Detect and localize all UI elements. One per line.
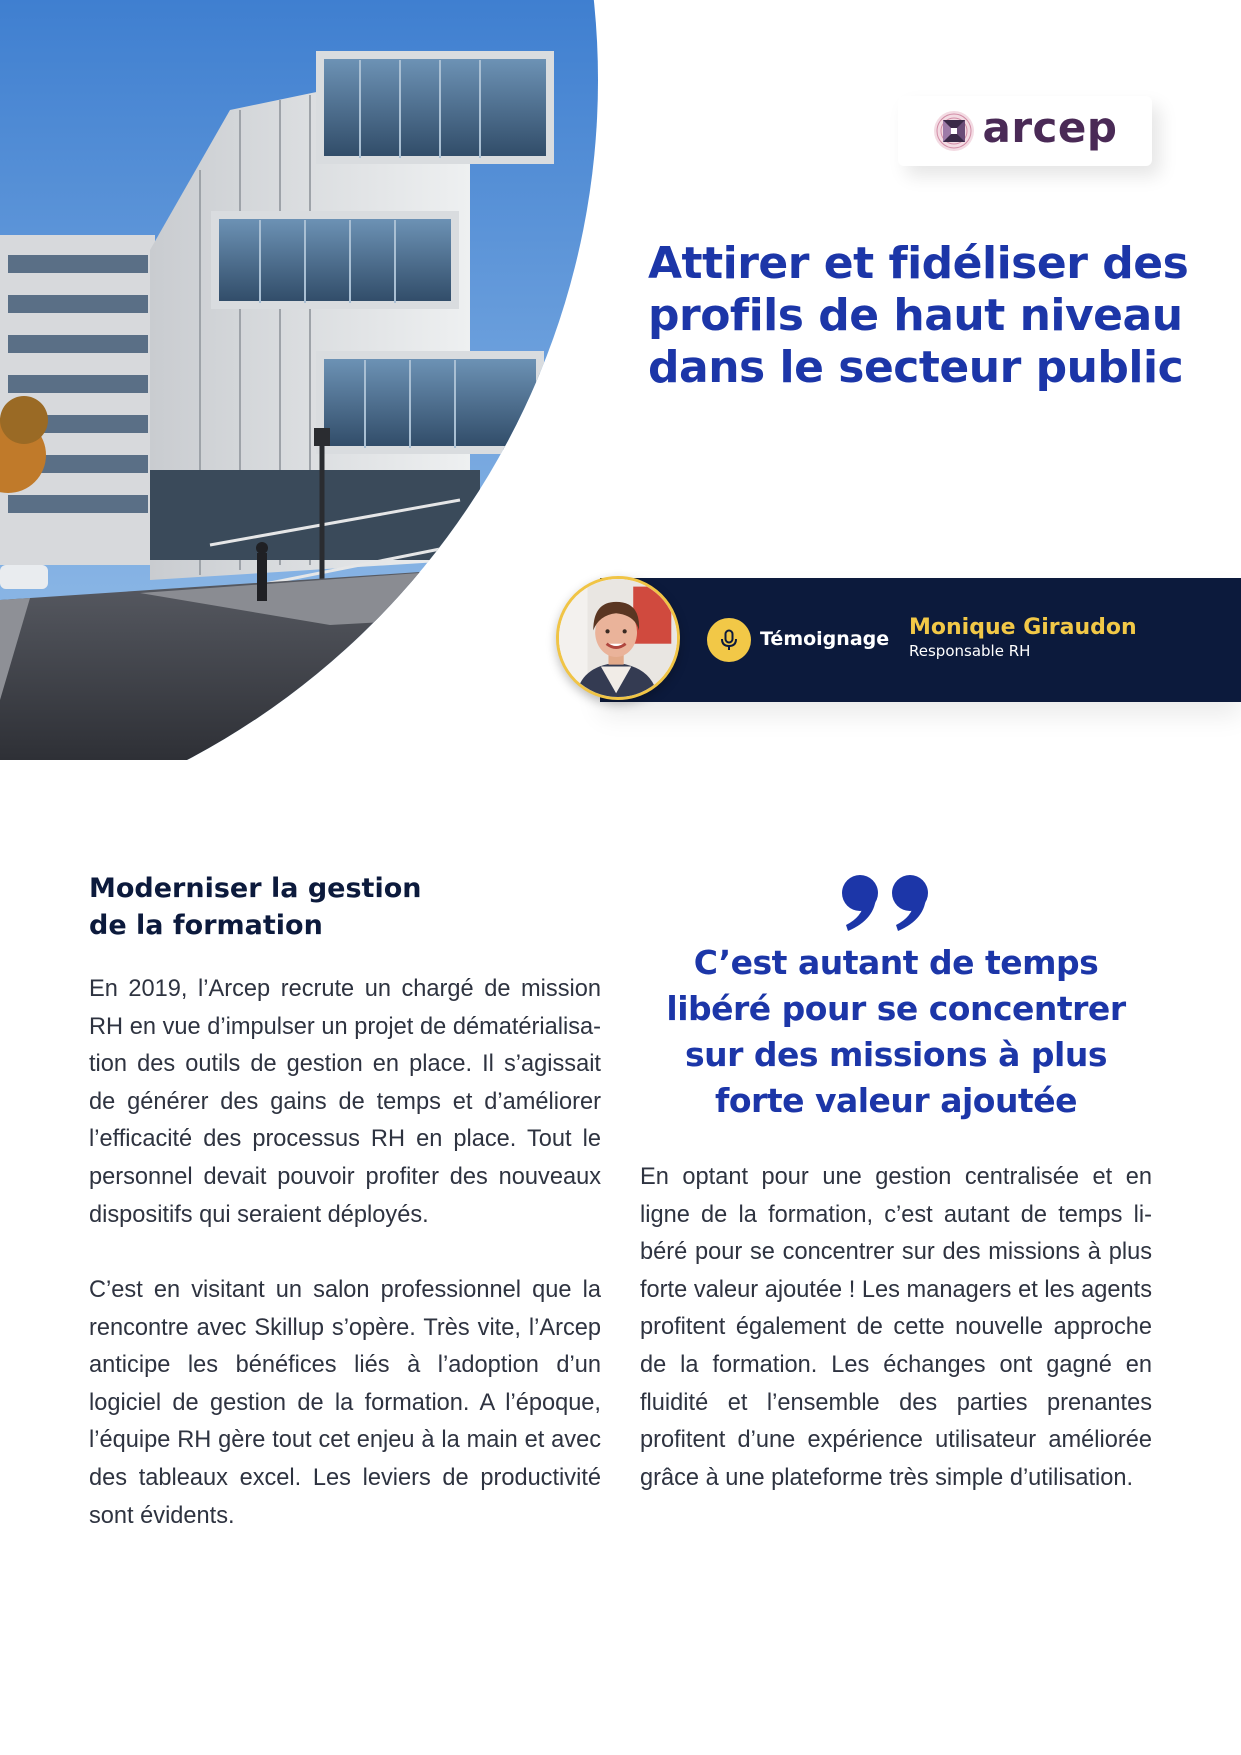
pull-quote: C’est autant de temps libéré pour se concentrer sur des missions à plus forte valeur ajoutée xyxy=(666,943,1126,1120)
building-photo xyxy=(0,0,600,760)
arcep-logo-icon xyxy=(932,109,976,153)
portrait-photo xyxy=(556,576,680,700)
section-heading-line1: Moderniser la gestion xyxy=(89,873,422,904)
person-name: Monique Giraudon xyxy=(909,615,1137,640)
right-paragraph: En optant pour une gestion centralisée et en ligne de la formation, c’est autant de temps libéré pour se concentrer sur des missions à plus forte valeur ajoutée ! Les managers et les agents profitent également de cette nouvelle approche de la formation. Les échanges ont gagné en fluidité et l’ensemble des parties prenantes profitent d’une expérience utilisateur améliorée grâce à une plateforme très simple d’utilisation. xyxy=(640,1164,1152,1491)
testimonial-label: Témoignage xyxy=(760,628,890,650)
left-paragraph-1: En 2019, l’Arcep recrute un chargé de mission RH en vue d’impulser un projet de dématérialisation des outils de gestion en place. Il s’agissait de générer des gains de temps et d’améliorer l’efficacité des processus RH en place. Tout le personnel devait pouvoir profiter des nouveaux dispositifs qui seraient déployés. xyxy=(89,976,601,1228)
microphone-badge xyxy=(707,618,751,662)
quote-icon xyxy=(838,873,934,931)
section-heading xyxy=(89,870,609,944)
arcep-logo xyxy=(898,96,1152,166)
section-heading-line2: de la formation xyxy=(89,910,323,941)
logo-text: arcep xyxy=(982,103,1118,152)
microphone-icon xyxy=(717,628,741,652)
person-role: Responsable RH xyxy=(909,642,1031,660)
page-title: Attirer et fidéliser des profils de haut niveau dans le secteur public xyxy=(648,238,1189,393)
left-paragraph-2: C’est en visitant un salon professionnel que la rencontre avec Skillup s’opère. Très vite, l’Arcep anticipe les bénéfices liés à l’adoption d’un logiciel de gestion de la formation. A l’époque, l’équipe RH gère tout cet enjeu à la main et avec des tableaux excel. Les leviers de productivité sont évidents. xyxy=(89,1277,601,1529)
